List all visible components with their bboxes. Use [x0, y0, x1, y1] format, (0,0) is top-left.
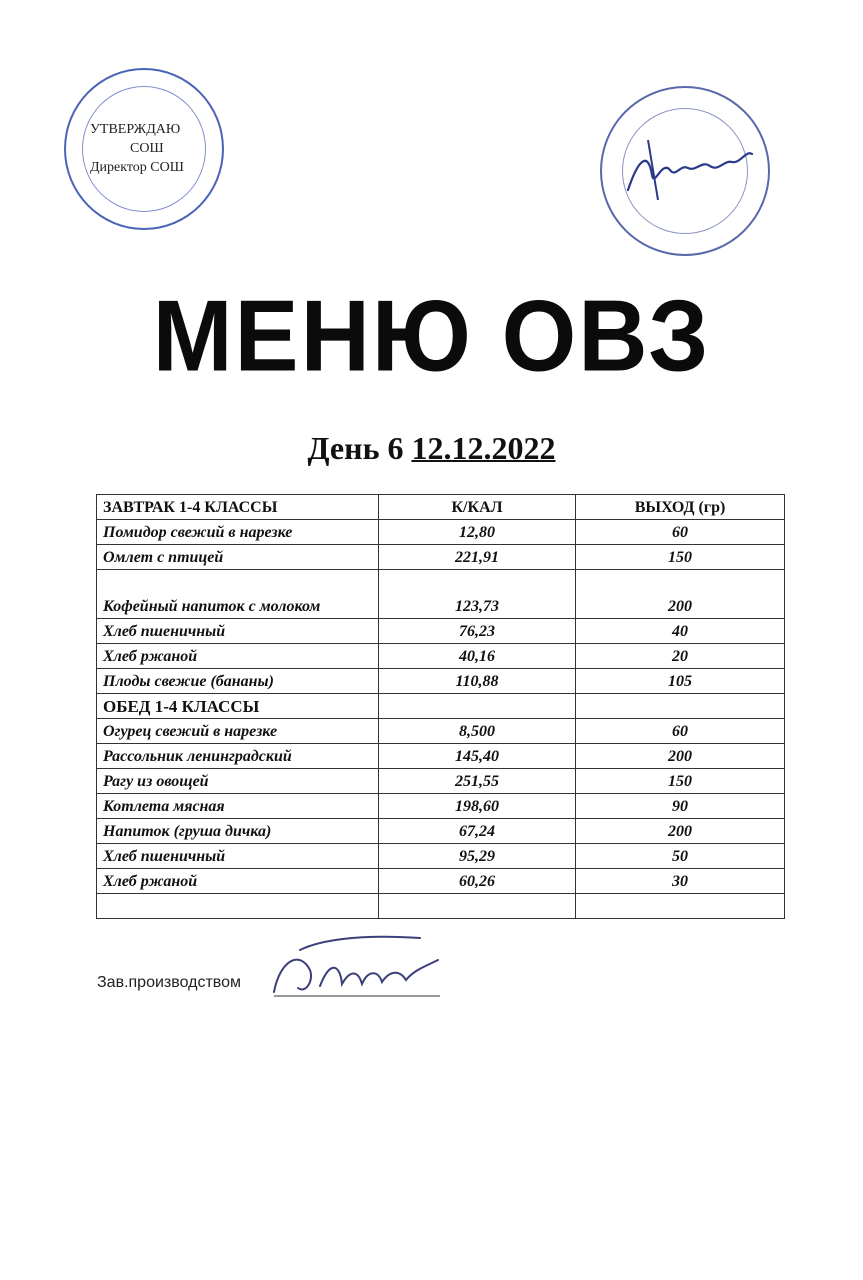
- dish-output: 90: [576, 794, 785, 819]
- day-label: День 6: [307, 430, 404, 466]
- table-row: [97, 719, 785, 744]
- table-row: [97, 545, 785, 570]
- approve-line: СОШ: [130, 141, 164, 156]
- section-header-row: [97, 694, 785, 719]
- table-row: [97, 869, 785, 894]
- dish-kcal: 221,91: [379, 545, 576, 570]
- dish-output: 60: [576, 719, 785, 744]
- dish-name: Плоды свежие (бананы): [97, 669, 379, 694]
- approve-line: Директор СОШ: [90, 160, 184, 175]
- approve-line: УТВЕРЖДАЮ: [90, 122, 181, 137]
- dish-kcal: 95,29: [379, 844, 576, 869]
- dish-output: 200: [576, 744, 785, 769]
- dish-kcal: 8,500: [379, 719, 576, 744]
- dish-output: 200: [576, 819, 785, 844]
- dish-kcal: 145,40: [379, 744, 576, 769]
- dish-output: 200: [576, 570, 785, 619]
- producer-label: Зав.производством: [97, 974, 241, 991]
- approval-block: [90, 120, 184, 177]
- empty-cell: [97, 894, 379, 919]
- dish-name: Напиток (груша дичка): [97, 819, 379, 844]
- dish-name: Рассольник ленинградский: [97, 744, 379, 769]
- dish-kcal: 60,26: [379, 869, 576, 894]
- dish-name: Хлеб пшеничный: [97, 844, 379, 869]
- dish-name: Помидор свежий в нарезке: [97, 520, 379, 545]
- table-row: [97, 744, 785, 769]
- column-header: ВЫХОД (гр): [576, 495, 785, 520]
- dish-output: 40: [576, 619, 785, 644]
- table-header-row: [97, 495, 785, 520]
- dish-kcal: 76,23: [379, 619, 576, 644]
- day-heading: [0, 430, 863, 467]
- empty-row: [97, 894, 785, 919]
- menu-table: [96, 494, 785, 919]
- dish-kcal: 40,16: [379, 644, 576, 669]
- day-date: 12.12.2022: [411, 430, 556, 466]
- dish-name: Хлеб пшеничный: [97, 619, 379, 644]
- dish-output: 150: [576, 545, 785, 570]
- table-row: [97, 844, 785, 869]
- dish-kcal: 123,73: [379, 570, 576, 619]
- table-row: [97, 794, 785, 819]
- dish-name: Хлеб ржаной: [97, 644, 379, 669]
- dish-name: Огурец свежий в нарезке: [97, 719, 379, 744]
- dish-output: 20: [576, 644, 785, 669]
- dish-name: Котлета мясная: [97, 794, 379, 819]
- empty-cell: [576, 694, 785, 719]
- dish-name: Кофейный напиток с молоком: [97, 570, 379, 619]
- column-header: ЗАВТРАК 1-4 КЛАССЫ: [97, 495, 379, 520]
- table-row: [97, 570, 785, 619]
- page-title: МЕНЮ ОВЗ: [152, 280, 711, 393]
- column-header: К/КАЛ: [379, 495, 576, 520]
- empty-cell: [379, 694, 576, 719]
- empty-cell: [379, 894, 576, 919]
- table-row: [97, 644, 785, 669]
- table-row: [97, 520, 785, 545]
- dish-name: Рагу из овощей: [97, 769, 379, 794]
- table-row: [97, 619, 785, 644]
- dish-output: 105: [576, 669, 785, 694]
- dish-kcal: 12,80: [379, 520, 576, 545]
- table-row: [97, 819, 785, 844]
- dish-kcal: 251,55: [379, 769, 576, 794]
- dish-name: Омлет с птицей: [97, 545, 379, 570]
- dish-output: 150: [576, 769, 785, 794]
- dish-kcal: 67,24: [379, 819, 576, 844]
- section-header: ОБЕД 1-4 КЛАССЫ: [97, 694, 379, 719]
- dish-output: 50: [576, 844, 785, 869]
- dish-kcal: 110,88: [379, 669, 576, 694]
- table-row: [97, 669, 785, 694]
- dish-name: Хлеб ржаной: [97, 869, 379, 894]
- dish-kcal: 198,60: [379, 794, 576, 819]
- producer-signature: [270, 930, 450, 1010]
- dish-output: 30: [576, 869, 785, 894]
- director-signature: [618, 120, 758, 210]
- empty-cell: [576, 894, 785, 919]
- dish-output: 60: [576, 520, 785, 545]
- table-row: [97, 769, 785, 794]
